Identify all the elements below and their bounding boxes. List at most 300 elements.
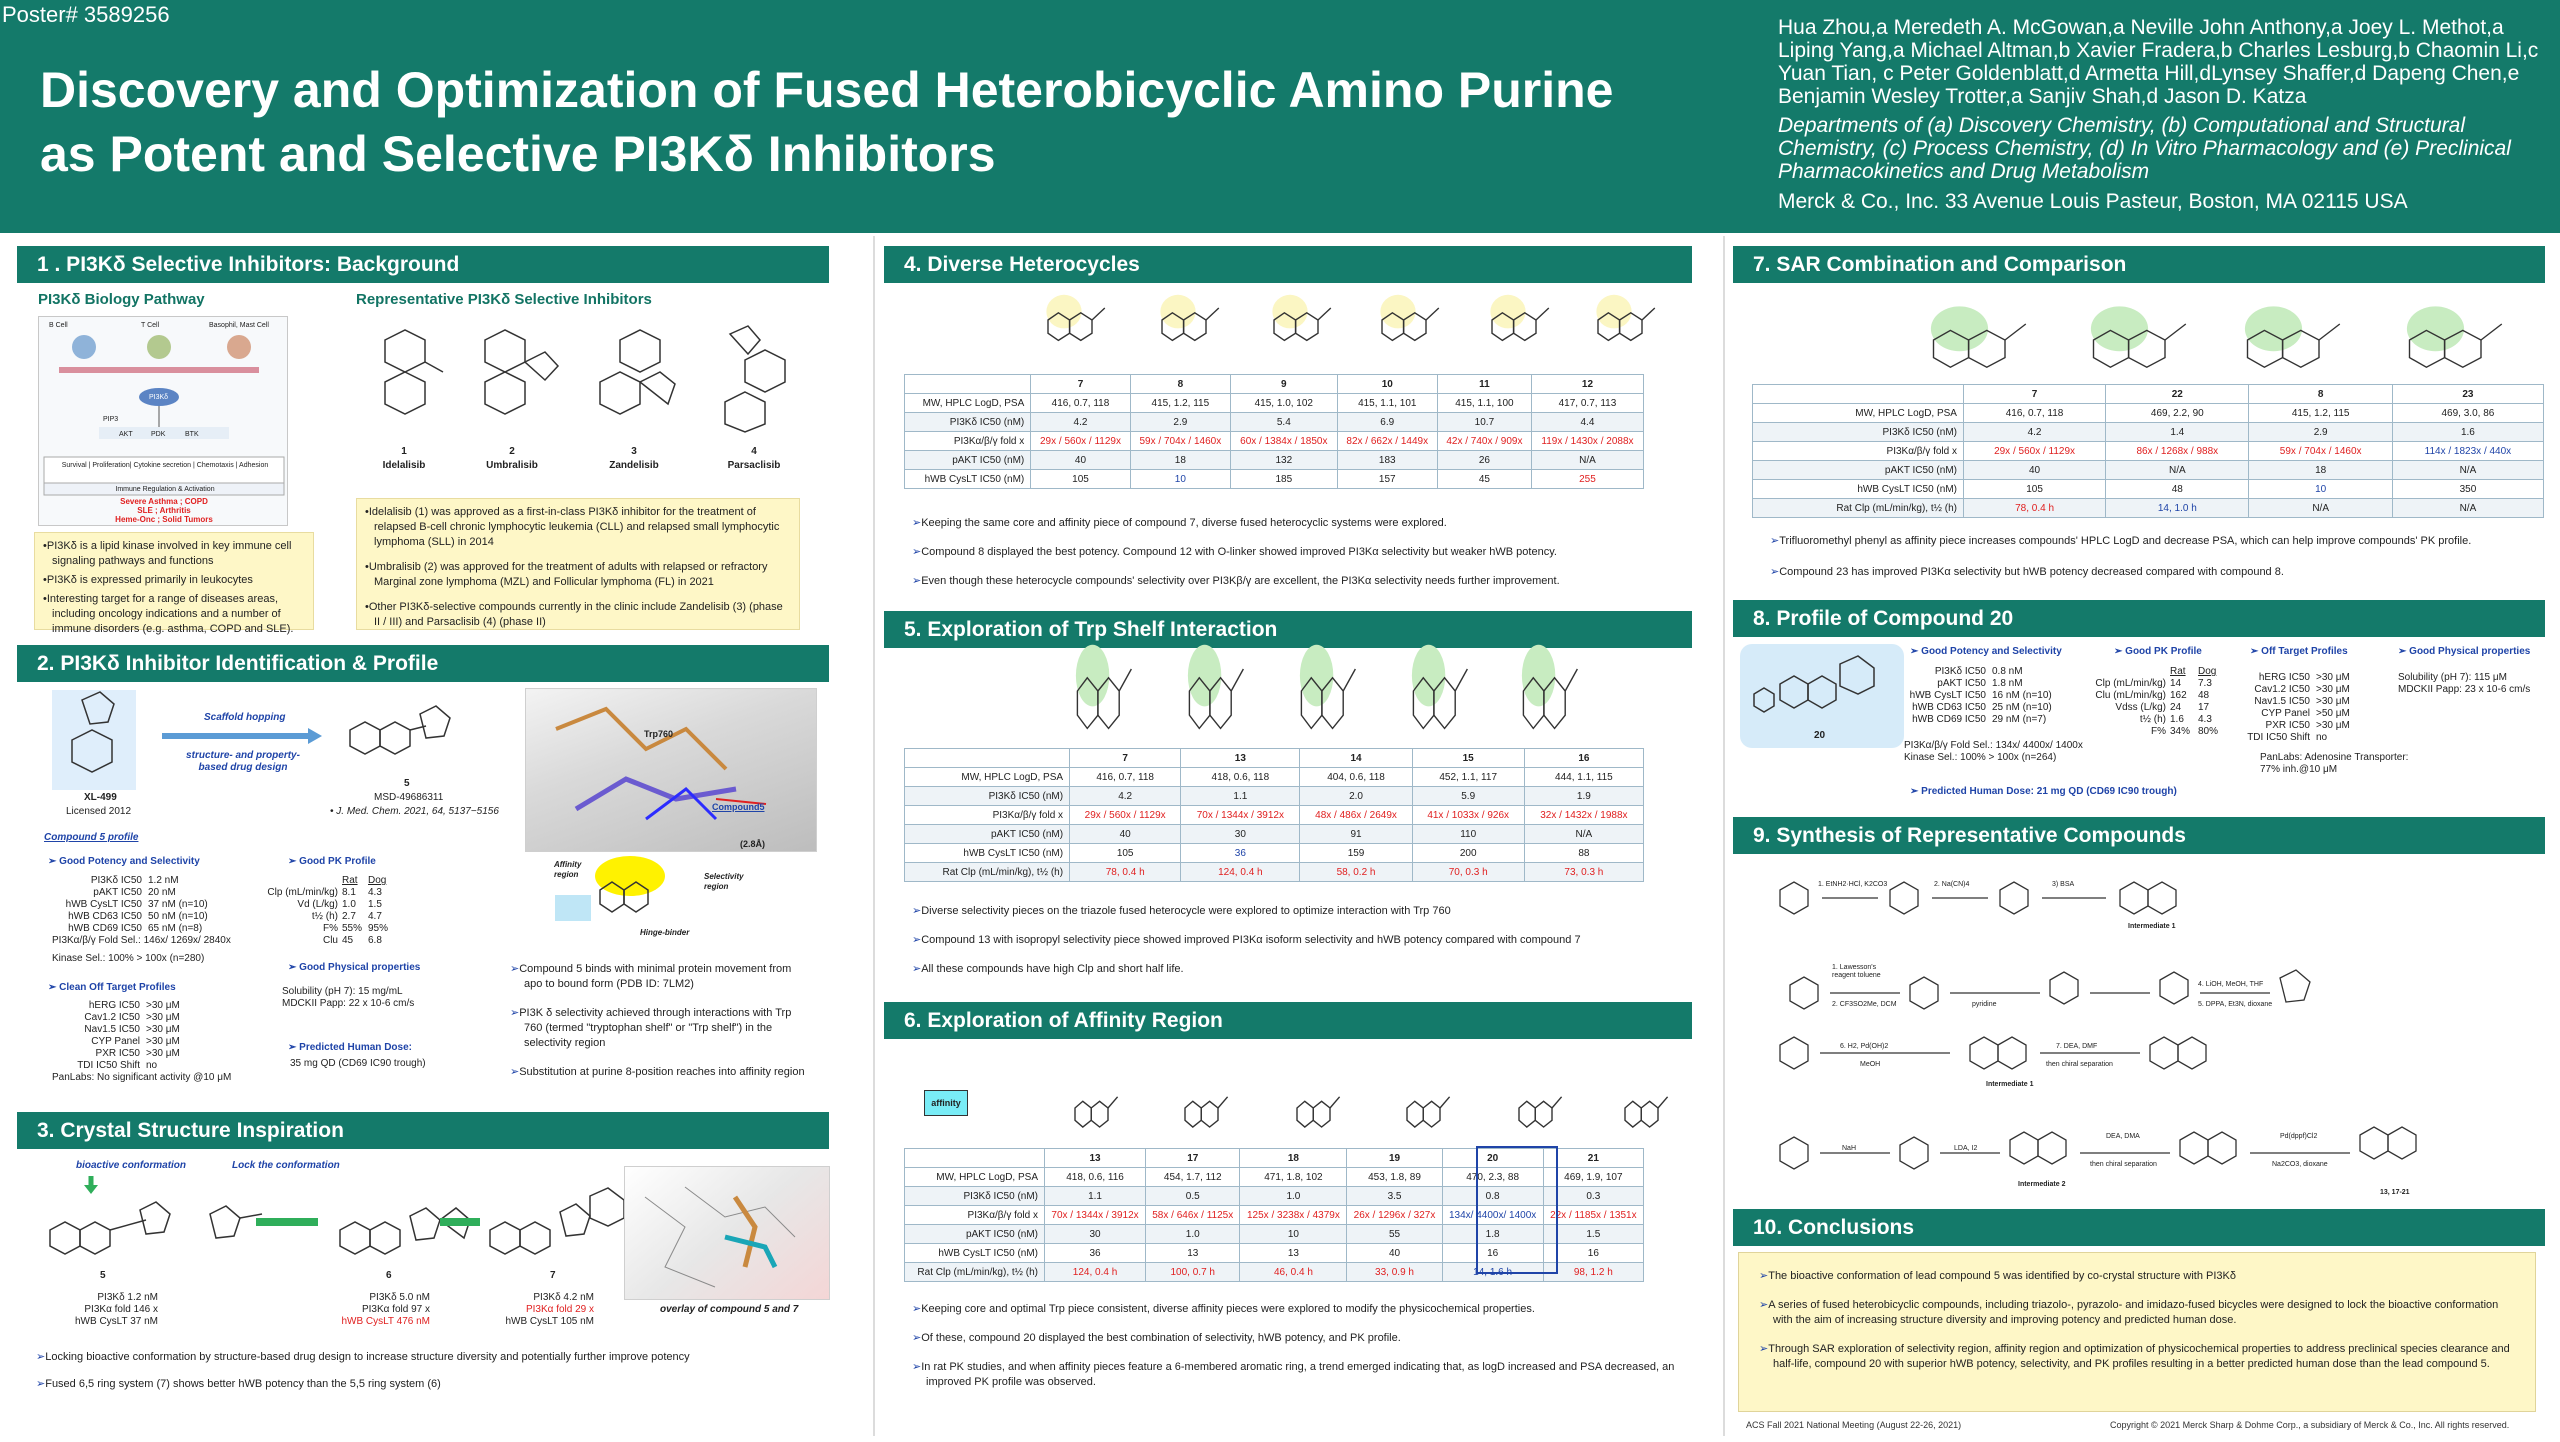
table-cell: 114x / 1823x / 440x: [2392, 442, 2543, 461]
pk-key: Clp (mL/min/kg): [267, 887, 338, 898]
table-cell: 1.6: [2392, 423, 2543, 442]
table-cell: 1.9: [1524, 787, 1643, 806]
table-cell: 110: [1412, 825, 1524, 844]
table-cell: 183: [1337, 451, 1437, 470]
structure-zandelisib: [590, 320, 680, 435]
pk-key: Clu: [322, 935, 338, 946]
table-cell: 471, 1.8, 102: [1240, 1168, 1347, 1187]
poster-number: Poster# 3589256: [2, 2, 170, 27]
table-cell: 1.0: [1146, 1225, 1240, 1244]
table-cell: 70x / 1344x / 3912x: [1045, 1206, 1146, 1225]
table-cell: N/A: [2392, 499, 2543, 518]
table-cell: 2.9: [2249, 423, 2392, 442]
table-cell: 73, 0.3 h: [1524, 863, 1643, 882]
table-corner: [905, 1149, 1045, 1168]
compound-3-number: 3: [631, 446, 637, 457]
row-label: PI3Kα/β/γ fold x: [905, 432, 1031, 451]
s8-potency-key: PI3Kδ IC50: [1934, 666, 1986, 677]
molecule-structure: [1036, 290, 1116, 350]
table-cell: 105: [1963, 480, 2105, 499]
row-label: pAKT IC50 (nM): [1753, 461, 1964, 480]
table-cell: 4.2: [1031, 413, 1130, 432]
table-cell: 444, 1.1, 115: [1524, 768, 1643, 787]
trp760-label: Trp760: [644, 729, 674, 739]
reagent-label: 1. Lawesson's reagent toluene: [1832, 964, 1881, 979]
s8-selectivity: [1904, 740, 2083, 764]
pathway-title: PI3Kδ Biology Pathway: [38, 291, 205, 308]
table-cell: 415, 1.1, 101: [1337, 394, 1437, 413]
compound-20-number: 20: [1814, 730, 1826, 741]
section-1-header: 1 . PI3Kδ Selective Inhibitors: Background: [17, 246, 829, 283]
row-label: Rat Clp (mL/min/kg), t½ (h): [905, 1263, 1045, 1282]
table-cell: 60x / 1384x / 1850x: [1231, 432, 1338, 451]
offtarget-value: >30 μM: [146, 1024, 180, 1035]
table-row: [1753, 499, 2544, 518]
table-cell: 470, 2.3, 88: [1442, 1168, 1543, 1187]
compound-2-number: 2: [509, 446, 515, 457]
table-cell: 40: [1070, 825, 1181, 844]
row-label: hWB CysLT IC50 (nM): [905, 844, 1070, 863]
pk-dog: 4.3: [368, 887, 382, 898]
row-label: PI3Kδ IC50 (nM): [1753, 423, 1964, 442]
reagent-label: 6. H2, Pd(OH)2: [1840, 1043, 1889, 1050]
table-col-header: 8: [2249, 385, 2392, 404]
title-line-2: as Potent and Selective PI3Kδ Inhibitors: [40, 126, 996, 182]
potency-value: 65 nM (n=8): [148, 923, 203, 934]
bullet: ➢ All these compounds have high Clp and short half life.: [912, 962, 1682, 977]
reagent-label: 1. EtNH2·HCl, K2CO3: [1818, 881, 1888, 888]
table-cell: 157: [1337, 470, 1437, 489]
table-corner: [905, 375, 1031, 394]
crystal-structure-image: [525, 688, 817, 852]
s8-offtarget-title-text: Off Target Profiles: [2261, 646, 2348, 657]
table-col-header: 16: [1524, 749, 1643, 768]
molecule-structure: [1262, 290, 1342, 350]
potency-key: pAKT IC50: [93, 887, 142, 898]
s8-offtarget-value: >30 μM: [2316, 672, 2350, 683]
overlay-svg: [625, 1167, 831, 1301]
pathway-label-tcell: T Cell: [141, 322, 160, 329]
table-row: [1753, 442, 2544, 461]
resolution-label: (2.8Å): [740, 839, 766, 849]
s8-pk-dog: 7.3: [2198, 678, 2212, 689]
phys-title: ➢ Good Physical properties: [288, 962, 421, 973]
section-9-header: 9. Synthesis of Representative Compounds: [1733, 817, 2545, 854]
table-cell: 58x / 646x / 1125x: [1146, 1206, 1240, 1225]
reagent-label: 5. DPPA, Et3N, dioxane: [2198, 1001, 2273, 1008]
table-row: [905, 768, 1644, 787]
overlay-image: [624, 1166, 830, 1300]
table-col-header: 17: [1146, 1149, 1240, 1168]
molecule-structure: [1066, 1080, 1126, 1136]
pk-rat: 45: [342, 935, 354, 946]
molecule-structure: [1290, 636, 1366, 746]
table-col-header: 8: [1130, 375, 1230, 394]
s8-phys-item: MDCKII Papp: 23 x 10-6 cm/s: [2398, 684, 2531, 695]
s3-c5-line: hWB CysLT 37 nM: [75, 1316, 158, 1327]
hinge-binder-label: Hinge-binder: [640, 928, 690, 937]
table-col-header: 15: [1412, 749, 1524, 768]
table-cell: 418, 0.6, 118: [1181, 768, 1300, 787]
inhibitor-note: • Idelalisib (1) was approved as a first-in-class PI3Kδ inhibitor for the treatment of relapsed B-cell chronic lymphocytic leukemia (CLL) and relapsed small lymphocytic lymphoma (SLL) in 2014: [365, 505, 791, 550]
molecule-structure: [1066, 636, 1142, 746]
molecule-structure: [1150, 290, 1230, 350]
table-cell: 1.5: [1543, 1225, 1643, 1244]
table-cell: 415, 1.1, 100: [1437, 394, 1531, 413]
s8-pk-dog: 80%: [2198, 726, 2219, 737]
section-3-header: 3. Crystal Structure Inspiration: [17, 1112, 829, 1149]
compound-3-name: Zandelisib: [609, 460, 659, 471]
table-row: [905, 432, 1644, 451]
conclusion: ➢ A series of fused heterobicyclic compounds, including triazolo-, pyrazolo- and imidazo-fused bicycles were designed to lock the bioactive conformation with the aim of increasing structure diversity and improving potency and predicted human dose.: [1759, 1298, 2519, 1328]
row-label: PI3Kα/β/γ fold x: [905, 806, 1070, 825]
table-cell: 14, 1.0 h: [2106, 499, 2249, 518]
bullet: ➢ Compound 23 has improved PI3Kα selectivity but hWB potency decreased compared with compound 8.: [1770, 565, 2540, 580]
s8-potency-value: 29 nM (n=7): [1992, 714, 2047, 725]
offtarget-key: Nav1.5 IC50: [84, 1024, 140, 1035]
s8-potency-key: hWB CD69 IC50: [1912, 714, 1986, 725]
table-cell: 18: [2249, 461, 2392, 480]
bullet: ➢ Keeping core and optimal Trp piece consistent, diverse affinity pieces were explored to modify the physicochemical properties.: [912, 1302, 1682, 1317]
row-label: MW, HPLC LogD, PSA: [905, 768, 1070, 787]
table-cell: 4.2: [1963, 423, 2105, 442]
table-row: [905, 451, 1644, 470]
pathway-label-regulation: Immune Regulation & Activation: [115, 486, 215, 493]
pathway-label-outcomes: Survival | Proliferation| Cytokine secretion | Chemotaxis | Adhesion: [61, 462, 269, 469]
bullet: ➢ Locking bioactive conformation by structure-based drug design to increase structure diversity and potentially further improve potency: [36, 1350, 826, 1365]
table-cell: 2.9: [1130, 413, 1230, 432]
xl499-license: Licensed 2012: [66, 806, 132, 817]
table-cell: N/A: [2106, 461, 2249, 480]
reagent-label: 2. Na(CN)4: [1934, 881, 1970, 888]
structure-umbralisib: [470, 320, 560, 435]
s8-phys-title: ➢ Good Physical properties: [2398, 646, 2531, 657]
s8-potency-key: hWB CD63 IC50: [1912, 702, 1986, 713]
table-row: [905, 806, 1644, 825]
structure-idelalisib: [365, 320, 455, 435]
reagent-label: pyridine: [1972, 1001, 1997, 1008]
table-cell: 350: [2392, 480, 2543, 499]
table-cell: 29x / 560x / 1129x: [1963, 442, 2105, 461]
row-label: Rat Clp (mL/min/kg), t½ (h): [1753, 499, 1964, 518]
biology-notes-box: [34, 532, 314, 635]
table-cell: 78, 0.4 h: [1070, 863, 1181, 882]
section-5-bullets: [912, 904, 1682, 991]
s8-offtarget-key: CYP Panel: [2261, 708, 2310, 719]
table-cell: 0.3: [1543, 1187, 1643, 1206]
table-cell: 454, 1.7, 112: [1146, 1168, 1240, 1187]
phys-title-text: Good Physical properties: [299, 962, 421, 973]
compound-20-highlight: [1476, 1146, 1558, 1274]
lock-label: Lock the conformation: [232, 1160, 340, 1171]
table-diverse-heterocycles: [904, 374, 1644, 489]
pk-col-dog: Dog: [368, 875, 387, 886]
s8-pk-key: t½ (h): [2139, 714, 2166, 725]
structure-parsaclisib: [710, 320, 800, 435]
potency-title: ➢ Good Potency and Selectivity: [48, 856, 200, 867]
author-list: Hua Zhou,a Meredeth A. McGowan,a Neville John Anthony,a Joey L. Methot,a Liping Yang,a Michael Altman,b Xavier Fradera,b Charles Lesburg,b Chaomin Li,c Yuan Tian, c Peter Goldenblatt,d Armetta Hill,dLynsey Shaffer,d Dapeng Chen,e Benjamin Wesley Trotter,a Sanjiv Shah,d Jason D. Katza: [1778, 16, 2539, 108]
table-col-header: 14: [1300, 749, 1412, 768]
s8-potency-title-text: Good Potency and Selectivity: [1921, 646, 2062, 657]
table-cell: 469, 3.0, 86: [2392, 404, 2543, 423]
pk-rat: 55%: [342, 923, 363, 934]
bullet: ➢ In rat PK studies, and when affinity pieces feature a 6-membered aromatic ring, a trend emerged indicating that, as logD increased and PSA decreased, an improved PK profile was observed.: [912, 1360, 1682, 1390]
table-cell: 404, 0.6, 118: [1300, 768, 1412, 787]
bullet: ➢ Compound 13 with isopropyl selectivity piece showed improved PI3Kα isoform selectivity and hWB potency compared with compound 7: [912, 933, 1682, 948]
table-cell: 469, 2.2, 90: [2106, 404, 2249, 423]
product-label: 13, 17-21: [2380, 1189, 2410, 1196]
potency-key: hWB CD63 IC50: [68, 911, 142, 922]
molecule-structure: [1512, 636, 1588, 746]
reagent-label: Pd(dppf)Cl2: [2280, 1133, 2318, 1140]
s8-potency-key: hWB CysLT IC50: [1909, 690, 1986, 701]
table-cell: 26: [1437, 451, 1531, 470]
intermediate-label: Intermediate 2: [2018, 1181, 2066, 1188]
column-divider: [873, 236, 875, 1436]
s8-offtarget-value: no: [2316, 732, 2328, 743]
table-cell: 5.9: [1412, 787, 1524, 806]
poster-header: [0, 0, 2560, 233]
molecule-structure: [1402, 636, 1478, 746]
molecule-structure: [1586, 290, 1666, 350]
s3-c6-line: PI3Kα fold 97 x: [361, 1304, 430, 1315]
pathway-label-oncology: Heme-Onc ; Solid Tumors: [115, 515, 213, 524]
table-cell: 418, 0.6, 116: [1045, 1168, 1146, 1187]
table-cell: N/A: [2249, 499, 2392, 518]
s8-offtarget-value: >30 μM: [2316, 684, 2350, 695]
table-cell: 10: [2249, 480, 2392, 499]
table-cell: 6.9: [1337, 413, 1437, 432]
table-cell: 453, 1.8, 89: [1347, 1168, 1442, 1187]
potency-key: hWB CD69 IC50: [68, 923, 142, 934]
table-col-header: 7: [1070, 749, 1181, 768]
s8-offtarget-key: Cav1.2 IC50: [2254, 684, 2310, 695]
table-row: [1753, 461, 2544, 480]
s3-c7-line: PI3Kδ 4.2 nM: [533, 1292, 594, 1303]
table-cell: 4.2: [1070, 787, 1181, 806]
table-cell: 55: [1347, 1225, 1442, 1244]
poster-title: [40, 58, 1720, 186]
molecule-structure: [1288, 1080, 1348, 1136]
row-label: hWB CysLT IC50 (nM): [1753, 480, 1964, 499]
table-cell: 45: [1437, 470, 1531, 489]
table-col-header: 21: [1543, 1149, 1643, 1168]
overlay-caption: overlay of compound 5 and 7: [660, 1304, 799, 1315]
table-cell: 105: [1031, 470, 1130, 489]
offtarget-value: >30 μM: [146, 1000, 180, 1011]
table-cell: 0.5: [1146, 1187, 1240, 1206]
table-cell: 125x / 3238x / 4379x: [1240, 1206, 1347, 1225]
row-label: pAKT IC50 (nM): [905, 1225, 1045, 1244]
scaffold-arrow-icon: [162, 728, 322, 744]
compound-5-profile-title: Compound 5 profile: [44, 832, 139, 843]
table-row: [905, 413, 1644, 432]
s3-compound-5-structure: [40, 1190, 190, 1270]
potency-value: 50 nM (n=10): [148, 911, 208, 922]
s8-pk-key: Clu (mL/min/kg): [2095, 690, 2166, 701]
table-cell: 1.4: [2106, 423, 2249, 442]
section-7-header: 7. SAR Combination and Comparison: [1733, 246, 2545, 283]
table-cell: 5.4: [1231, 413, 1338, 432]
table-cell: 59x / 704x / 1460x: [2249, 442, 2392, 461]
table-col-header: 7: [1031, 375, 1130, 394]
table-cell: 30: [1181, 825, 1300, 844]
table-cell: 33, 0.9 h: [1347, 1263, 1442, 1282]
compound-2-name: Umbralisib: [486, 460, 538, 471]
compound-20-structure: [1740, 644, 1904, 734]
s8-offtarget-title: ➢ Off Target Profiles: [2250, 646, 2348, 657]
reagent-label: 3) BSA: [2052, 881, 2075, 888]
molecule-structure: [1176, 1080, 1236, 1136]
reagent-label: 7. DEA, DMF: [2056, 1043, 2098, 1050]
inhibitor-note: • Umbralisib (2) was approved for the treatment of adults with relapsed or refractory Marginal zone lymphoma (MZL) and Follicular lymphoma (FL) in 2021: [365, 560, 791, 590]
s3-c6-line: PI3Kδ 5.0 nM: [369, 1292, 430, 1303]
table-col-header: 20: [1442, 1149, 1543, 1168]
table-cell: 1.8: [1442, 1225, 1543, 1244]
offtarget-list: [52, 1000, 252, 1084]
table-cell: 16: [1442, 1244, 1543, 1263]
pathway-diagram: [38, 316, 288, 526]
xl499-name: XL-499: [84, 792, 117, 803]
potency-value: 20 nM: [148, 887, 176, 898]
row-label: MW, HPLC LogD, PSA: [905, 394, 1031, 413]
s8-pk-rat: 1.6: [2170, 714, 2184, 725]
s8-pk-table: [2084, 666, 2234, 738]
table-cell: 415, 1.2, 115: [2249, 404, 2392, 423]
pk-dog: 4.7: [368, 911, 382, 922]
compound-4-name: Parsaclisib: [727, 460, 781, 471]
offtarget-key: TDI IC50 Shift: [77, 1060, 140, 1071]
conclusion: ➢ The bioactive conformation of lead compound 5 was identified by co-crystal structure with PI3Kδ: [1759, 1269, 2519, 1284]
table-cell: 16: [1543, 1244, 1643, 1263]
section-10-header: 10. Conclusions: [1733, 1209, 2545, 1246]
table-cell: 48x / 486x / 2649x: [1300, 806, 1412, 825]
row-label: pAKT IC50 (nM): [905, 825, 1070, 844]
row-label: hWB CysLT IC50 (nM): [905, 1244, 1045, 1263]
s8-pk-title: ➢ Good PK Profile: [2114, 646, 2202, 657]
biology-note: • PI3Kδ is a lipid kinase involved in key immune cell signaling pathways and functions: [43, 539, 305, 569]
potency-key: PI3Kδ IC50: [90, 875, 142, 886]
table-trp-shelf: [904, 748, 1644, 882]
table-cell: 59x / 704x / 1460x: [1130, 432, 1230, 451]
s3-c5-number: 5: [100, 1270, 106, 1281]
pathway-label-asthma: Severe Asthma ; COPD: [120, 497, 208, 506]
table-cell: N/A: [2392, 461, 2543, 480]
section-6-header: 6. Exploration of Affinity Region: [884, 1002, 1692, 1039]
s8-phys-item: Solubility (pH 7): 115 μM: [2398, 672, 2507, 683]
offtarget-key: PXR IC50: [95, 1048, 140, 1059]
table-cell: 13: [1240, 1244, 1347, 1263]
potency-title-text: Good Potency and Selectivity: [59, 856, 200, 867]
pk-key: t½ (h): [311, 911, 338, 922]
table-cell: 119x / 1430x / 2088x: [1531, 432, 1643, 451]
row-label: pAKT IC50 (nM): [905, 451, 1031, 470]
pathway-label-akt: AKT: [119, 431, 133, 438]
s8-potency-key: pAKT IC50: [1937, 678, 1986, 689]
s8-offtarget-key: PXR IC50: [2265, 720, 2310, 731]
s8-pk-key: Vdss (L/kg): [2115, 702, 2166, 713]
reagent-label: LDA, I2: [1954, 1145, 1978, 1152]
compound-1-number: 1: [401, 446, 407, 457]
table-col-header: 23: [2392, 385, 2543, 404]
s8-offtarget-key: hERG IC50: [2258, 672, 2310, 683]
section-3-bullets: [36, 1350, 826, 1406]
reagent-label: then chiral separation: [2046, 1061, 2113, 1068]
bioactive-label: bioactive conformation: [76, 1160, 187, 1171]
pathway-label-bcell: B Cell: [49, 322, 68, 329]
conclusions-box: [1738, 1252, 2536, 1412]
reagent-label: 4. LiOH, MeOH, THF: [2198, 981, 2264, 988]
s8-pk-rat: 14: [2170, 678, 2182, 689]
table-cell: 70, 0.3 h: [1412, 863, 1524, 882]
bullet: ➢ Keeping the same core and affinity piece of compound 7, diverse fused heterocyclic systems were explored.: [912, 516, 1682, 531]
table-row: [1753, 480, 2544, 499]
table-row: [905, 844, 1644, 863]
bullet: ➢ Trifluoromethyl phenyl as affinity piece increases compounds' HPLC LogD and decrease PSA, which can help improve compounds' PK profile.: [1770, 534, 2540, 549]
table-cell: 98, 1.2 h: [1543, 1263, 1643, 1282]
s8-offtarget-value: >30 μM: [2316, 696, 2350, 707]
s3-compound-6-structure: [330, 1186, 480, 1270]
footer-meeting: ACS Fall 2021 National Meeting (August 22-26, 2021): [1746, 1420, 1962, 1430]
s8-potency-value: 1.8 nM: [1992, 678, 2023, 689]
table-row: [905, 787, 1644, 806]
table-cell: 3.5: [1347, 1187, 1442, 1206]
offtarget-title: ➢ Clean Off Target Profiles: [48, 982, 176, 993]
pathway-label-pdk: PDK: [151, 431, 166, 438]
table-cell: 185: [1231, 470, 1338, 489]
row-label: MW, HPLC LogD, PSA: [905, 1168, 1045, 1187]
table-cell: 36: [1045, 1244, 1146, 1263]
table-cell: 36: [1181, 844, 1300, 863]
table-cell: 29x / 560x / 1129x: [1031, 432, 1130, 451]
row-label: PI3Kα/β/γ fold x: [905, 1206, 1045, 1225]
s8-dose: ➢ Predicted Human Dose: 21 mg QD (CD69 IC90 trough): [1910, 786, 2177, 797]
table-cell: 14, 1.6 h: [1442, 1263, 1543, 1282]
bullet: ➢ Even though these heterocycle compounds' selectivity over PI3Kβ/γ are excellent, the PI3Kα selectivity needs further improvement.: [912, 574, 1682, 589]
table-cell: 417, 0.7, 113: [1531, 394, 1643, 413]
s8-offtarget-value: >50 μM: [2316, 708, 2350, 719]
table-cell: 1.1: [1181, 787, 1300, 806]
biology-note: • Interesting target for a range of diseases areas, including oncology indications and a number of immune disorders (e.g. asthma, COPD and SLE).: [43, 592, 305, 637]
compound-20-card: [1740, 644, 1904, 748]
offtarget-value: >30 μM: [146, 1036, 180, 1047]
table-col-header: 19: [1347, 1149, 1442, 1168]
reagent-label: DEA, DMA: [2106, 1133, 2140, 1140]
table-cell: 416, 0.7, 118: [1070, 768, 1181, 787]
design-label: structure- and property-based drug design: [186, 750, 300, 773]
row-label: PI3Kδ IC50 (nM): [905, 1187, 1045, 1206]
table-cell: 2.0: [1300, 787, 1412, 806]
bullet: ➢ Of these, compound 20 displayed the best combination of selectivity, hWB potency, and PK profile.: [912, 1331, 1682, 1346]
molecule-structure: [1398, 1080, 1458, 1136]
table-cell: 10: [1240, 1225, 1347, 1244]
table-cell: 255: [1531, 470, 1643, 489]
s8-potency-value: 0.8 nM: [1992, 666, 2023, 677]
reagent-label: 2. CF3SO2Me, DCM: [1832, 1001, 1897, 1008]
table-cell: 452, 1.1, 117: [1412, 768, 1524, 787]
pathway-label-sle: SLE ; Arthritis: [137, 506, 191, 515]
phys-list: [282, 986, 482, 1010]
row-label: Rat Clp (mL/min/kg), t½ (h): [905, 863, 1070, 882]
molecule-structure: [1178, 636, 1254, 746]
s8-pk-dog: 17: [2198, 702, 2210, 713]
molecule-structure: [2390, 300, 2520, 380]
molecule-structure: [1616, 1080, 1676, 1136]
phys-item: MDCKII Papp: 22 x 10-6 cm/s: [282, 998, 415, 1009]
section-5-header: 5. Exploration of Trp Shelf Interaction: [884, 611, 1692, 648]
s8-pk-rat: 162: [2170, 690, 2187, 701]
affinity-tag: affinity: [924, 1090, 968, 1116]
